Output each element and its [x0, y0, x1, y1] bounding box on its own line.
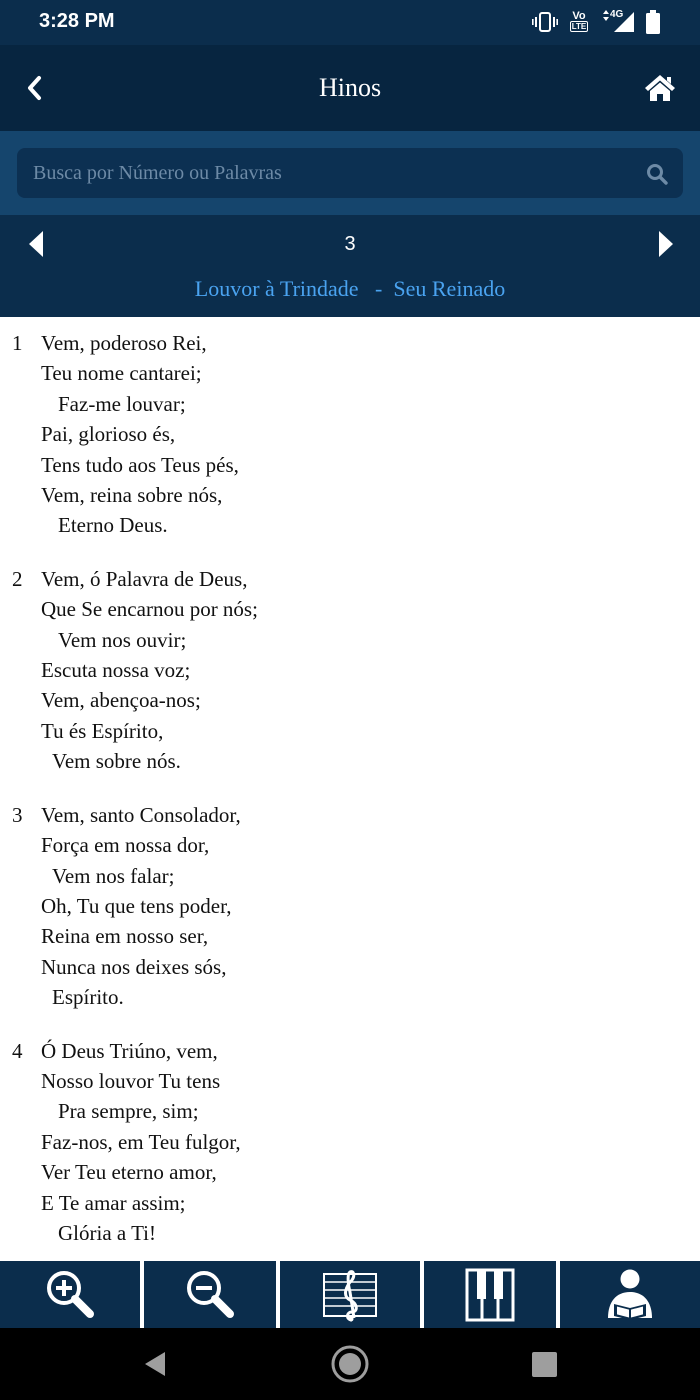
zoom-out-icon [184, 1268, 236, 1322]
lyric-line: Nosso louvor Tu tens [41, 1068, 221, 1093]
lyric-line: Faz-nos, em Teu fulgor, [41, 1129, 241, 1154]
lyric-line: Ó Deus Triúno, vem, [41, 1038, 218, 1063]
4g-signal-icon [600, 10, 636, 34]
system-back-button[interactable] [143, 1350, 167, 1383]
search-box [17, 148, 683, 198]
battery-icon [646, 10, 660, 34]
page-title: Hinos [318, 73, 382, 102]
zoom-out-button[interactable] [144, 1261, 280, 1328]
lyric-line: Nunca nos deixes sós, [41, 954, 227, 979]
lyric-line: Vem nos ouvir; [58, 627, 187, 652]
lyric-line: Vem, reina sobre nós, [41, 483, 223, 508]
lyric-line: Força em nossa dor, [41, 833, 210, 858]
volte-top-label: Vo [572, 10, 586, 22]
lyric-line: Tu és Espírito, [41, 718, 164, 743]
verse-number: 4 [12, 1038, 23, 1063]
lyric-line: Que Se encarnou por nós; [41, 597, 258, 622]
lyric-line: Glória a Ti! [58, 1220, 157, 1245]
vibrate-icon [532, 11, 558, 33]
search-icon[interactable] [646, 163, 668, 185]
zoom-in-icon [44, 1268, 96, 1322]
circle-home-icon [331, 1345, 369, 1383]
verse-number: 1 [12, 331, 23, 355]
sheet-music-button[interactable] [280, 1261, 424, 1328]
lyric-line: Vem, ó Palavra de Deus, [41, 566, 248, 591]
verse [0, 800, 700, 1013]
lyric-line: Vem, poderoso Rei, [41, 331, 207, 355]
reader-icon [602, 1268, 658, 1322]
hymn-navigation [0, 215, 700, 317]
lyric-line: E Te amar assim; [41, 1190, 186, 1215]
system-home-button[interactable] [331, 1345, 369, 1388]
lyric-line: Vem, santo Consolador, [41, 802, 241, 827]
lyric-line: Vem nos falar; [52, 863, 175, 888]
lyric-line: Tens tudo aos Teus pés, [41, 452, 239, 477]
lyric-line: Reina em nosso ser, [41, 924, 209, 949]
status-time: 3:28 PM [39, 10, 115, 32]
network-type-label: 4G [610, 9, 624, 20]
home-button[interactable] [643, 72, 677, 104]
status-icons [532, 9, 660, 35]
app-bar [0, 45, 700, 131]
lyric-line: Pra sempre, sim; [58, 1099, 199, 1124]
lyric-line: Espírito. [52, 985, 124, 1010]
system-recents-button[interactable] [532, 1352, 557, 1382]
lyric-line: Vem, abençoa-nos; [41, 688, 201, 713]
lyric-line: Escuta nossa voz; [41, 658, 191, 683]
verse [0, 564, 700, 777]
lyric-line: Eterno Deus. [58, 513, 168, 538]
search-area [0, 131, 700, 215]
verse-number: 2 [12, 566, 23, 591]
reader-button[interactable] [560, 1261, 700, 1328]
lyric-line: Oh, Tu que tens poder, [41, 893, 232, 918]
verse-number: 3 [12, 802, 23, 827]
lyric-line: Pai, glorioso és, [41, 422, 176, 447]
lyric-line: Faz-me louvar; [58, 391, 186, 416]
lyric-line: Ver Teu eterno amor, [41, 1160, 217, 1185]
sheet-music-icon [322, 1268, 378, 1322]
status-bar [0, 0, 700, 45]
piano-keys-icon [465, 1268, 515, 1322]
volte-bottom-label: LTE [571, 22, 587, 31]
bottom-toolbar [0, 1261, 700, 1328]
volte-icon [568, 12, 590, 32]
system-navigation-bar [0, 1328, 700, 1400]
piano-button[interactable] [424, 1261, 560, 1328]
verse [0, 328, 700, 541]
lyric-line: Vem sobre nós. [52, 749, 181, 774]
next-hymn-button[interactable] [654, 229, 676, 259]
search-input[interactable] [17, 148, 627, 198]
lyric-line: Teu nome cantarei; [41, 361, 202, 386]
home-icon [643, 72, 677, 104]
hymn-number: 3 [344, 233, 356, 255]
triangle-back-icon [143, 1350, 167, 1378]
hymn-category[interactable]: Louvor à Trindade - Seu Reinado [194, 276, 506, 301]
triangle-right-icon [654, 229, 676, 259]
verse [0, 1036, 700, 1249]
zoom-in-button[interactable] [0, 1261, 144, 1328]
lyrics-content[interactable] [0, 317, 700, 1261]
square-recents-icon [532, 1352, 557, 1377]
